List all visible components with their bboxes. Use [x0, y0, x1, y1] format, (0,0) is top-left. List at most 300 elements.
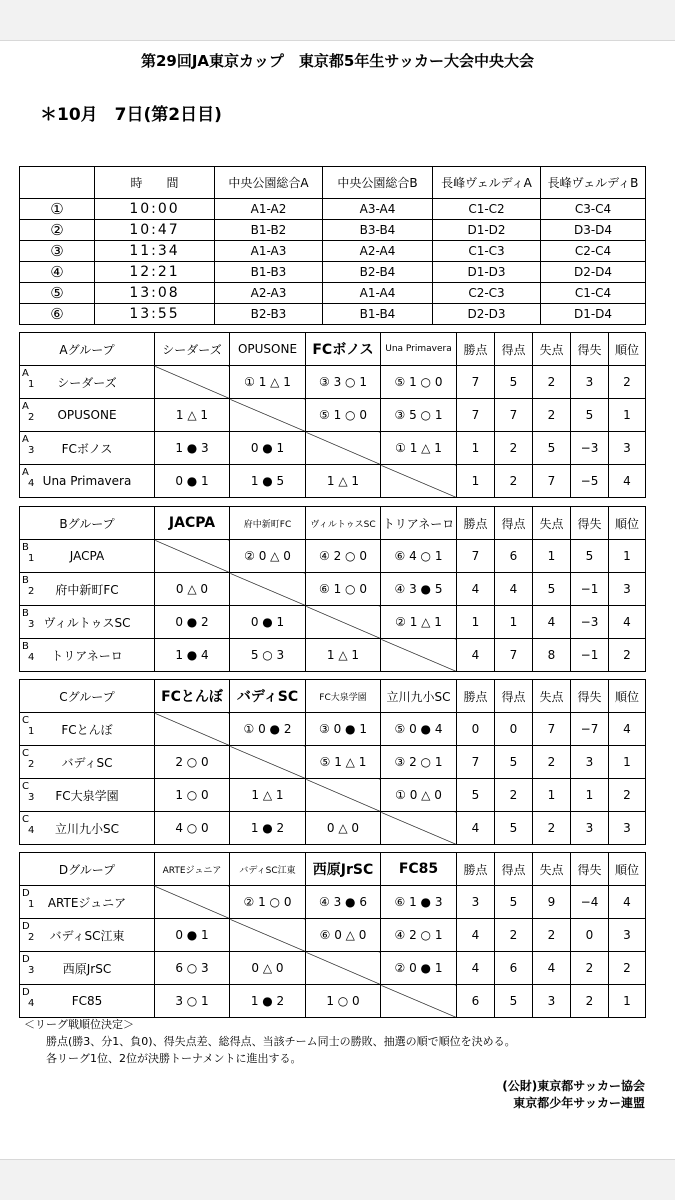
match-pairing: C3-C4 — [541, 199, 646, 220]
self-match-cell — [230, 919, 306, 952]
ranking-notes — [24, 1016, 516, 1067]
team-name-cell — [20, 713, 155, 746]
team-name: 西原JrSC — [62, 961, 112, 976]
team-code-letter: C — [22, 781, 29, 792]
team-stat: −1 — [571, 573, 609, 606]
team-code-number: 1 — [28, 899, 35, 910]
team-stat: 1 — [571, 779, 609, 812]
self-match-cell — [306, 606, 381, 639]
team-stat: 4 — [609, 465, 646, 498]
team-row — [20, 606, 646, 639]
self-match-cell — [306, 952, 381, 985]
team-code-number: 1 — [28, 379, 35, 390]
team-row — [20, 639, 646, 672]
team-stat: 7 — [495, 399, 533, 432]
match-pairing: B2-B4 — [323, 262, 433, 283]
round-number: ⑥ — [20, 304, 95, 325]
team-code-number: 1 — [28, 726, 35, 737]
team-code-number: 4 — [28, 998, 35, 1009]
match-result: 0 △ 0 — [155, 573, 230, 606]
kickoff-time: 13:08 — [95, 283, 215, 304]
team-stat: 7 — [457, 366, 495, 399]
team-stat: 4 — [533, 606, 571, 639]
self-match-cell — [381, 985, 457, 1018]
team-code-letter: B — [22, 575, 29, 586]
team-stat: 3 — [571, 746, 609, 779]
team-code-letter: A — [22, 368, 29, 379]
team-stat: −1 — [571, 639, 609, 672]
match-result: ② 1 △ 1 — [381, 606, 457, 639]
group-header-row — [20, 333, 646, 366]
self-match-cell — [381, 465, 457, 498]
team-row — [20, 366, 646, 399]
team-name-cell — [20, 366, 155, 399]
opponent-header: バディSC — [230, 680, 306, 713]
team-row — [20, 779, 646, 812]
team-stat: 2 — [609, 639, 646, 672]
team-stat: −3 — [571, 432, 609, 465]
match-result: ⑥ 0 △ 0 — [306, 919, 381, 952]
match-result: ③ 3 ○ 1 — [306, 366, 381, 399]
team-name-cell — [20, 919, 155, 952]
team-stat: −5 — [571, 465, 609, 498]
team-name: トリアネーロ — [51, 648, 123, 663]
team-stat: 1 — [609, 540, 646, 573]
match-result: ⑤ 1 ○ 0 — [381, 366, 457, 399]
team-stat: 2 — [533, 919, 571, 952]
match-result: 1 △ 1 — [155, 399, 230, 432]
team-stat: 4 — [457, 639, 495, 672]
match-result: ⑤ 1 △ 1 — [306, 746, 381, 779]
opponent-header: FC大泉学園 — [306, 680, 381, 713]
match-pairing: D1-D2 — [433, 220, 541, 241]
match-result: ⑤ 1 ○ 0 — [306, 399, 381, 432]
match-pairing: A1-A4 — [323, 283, 433, 304]
stat-header: 得点 — [495, 680, 533, 713]
team-code-number: 1 — [28, 553, 35, 564]
team-stat: 5 — [571, 399, 609, 432]
match-result: 0 ● 1 — [155, 919, 230, 952]
team-code-letter: C — [22, 814, 29, 825]
stat-header: 得点 — [495, 333, 533, 366]
schedule-table — [19, 166, 646, 325]
team-code — [22, 715, 34, 737]
stat-header: 順位 — [609, 333, 646, 366]
team-name-cell — [20, 985, 155, 1018]
team-stat: 6 — [495, 952, 533, 985]
team-stat: 4 — [533, 952, 571, 985]
self-match-cell — [230, 573, 306, 606]
team-stat: 2 — [609, 779, 646, 812]
team-code — [22, 467, 34, 489]
schedule-header-cell: 長峰ヴェルディB — [541, 167, 646, 199]
team-stat: 3 — [533, 985, 571, 1018]
match-result: 1 ○ 0 — [155, 779, 230, 812]
opponent-header: FC85 — [381, 853, 457, 886]
stat-header: 得点 — [495, 507, 533, 540]
match-result: 2 ○ 0 — [155, 746, 230, 779]
team-code — [22, 781, 34, 803]
team-stat: 3 — [609, 919, 646, 952]
team-stat: 3 — [571, 812, 609, 845]
opponent-header: ヴィルトゥスSC — [306, 507, 381, 540]
team-stat: 8 — [533, 639, 571, 672]
match-pairing: D2-D4 — [541, 262, 646, 283]
team-row — [20, 746, 646, 779]
team-stat: 6 — [457, 985, 495, 1018]
match-result: 1 ● 4 — [155, 639, 230, 672]
stat-header: 失点 — [533, 333, 571, 366]
team-code-letter: A — [22, 467, 29, 478]
match-result: ② 1 ○ 0 — [230, 886, 306, 919]
match-result: ④ 2 ○ 1 — [381, 919, 457, 952]
schedule-header-cell — [20, 167, 95, 199]
group-name: Cグループ — [20, 680, 155, 713]
team-name-cell — [20, 812, 155, 845]
team-stat: 5 — [457, 779, 495, 812]
team-stat: 4 — [457, 812, 495, 845]
opponent-header: JACPA — [155, 507, 230, 540]
stat-header: 勝点 — [457, 853, 495, 886]
team-stat: 0 — [457, 713, 495, 746]
self-match-cell — [155, 713, 230, 746]
team-name-cell — [20, 432, 155, 465]
team-name: FC大泉学園 — [55, 788, 119, 803]
self-match-cell — [155, 366, 230, 399]
team-row — [20, 432, 646, 465]
schedule-row — [20, 220, 646, 241]
stat-header: 勝点 — [457, 680, 495, 713]
self-match-cell — [306, 779, 381, 812]
team-name-cell — [20, 639, 155, 672]
team-stat: −4 — [571, 886, 609, 919]
match-result: 1 ○ 0 — [306, 985, 381, 1018]
kickoff-time: 13:55 — [95, 304, 215, 325]
notes-heading: ＜リーグ戦順位決定＞ — [24, 1018, 134, 1031]
team-stat: 2 — [533, 366, 571, 399]
team-code-letter: B — [22, 608, 29, 619]
team-stat: 1 — [609, 985, 646, 1018]
opponent-header: FCとんぼ — [155, 680, 230, 713]
team-code — [22, 401, 34, 423]
team-row — [20, 952, 646, 985]
group-header-row — [20, 680, 646, 713]
team-name: FC85 — [71, 994, 103, 1008]
match-result: 1 ● 2 — [230, 812, 306, 845]
team-stat: 1 — [457, 432, 495, 465]
team-stat: −3 — [571, 606, 609, 639]
team-code — [22, 608, 34, 630]
stat-header: 得失 — [571, 507, 609, 540]
schedule-header-cell: 長峰ヴェルディA — [433, 167, 541, 199]
group-header-row — [20, 853, 646, 886]
team-stat: 5 — [495, 985, 533, 1018]
team-code — [22, 575, 34, 597]
team-name-cell — [20, 399, 155, 432]
group-name: Bグループ — [20, 507, 155, 540]
match-pairing: A2-A3 — [215, 283, 323, 304]
team-code-number: 3 — [28, 619, 35, 630]
match-result: 0 ● 1 — [230, 432, 306, 465]
team-name-cell — [20, 779, 155, 812]
team-stat: −7 — [571, 713, 609, 746]
match-pairing: C2-C3 — [433, 283, 541, 304]
match-result: ③ 0 ● 1 — [306, 713, 381, 746]
team-stat: 4 — [457, 573, 495, 606]
team-name-cell — [20, 606, 155, 639]
match-pairing: B2-B3 — [215, 304, 323, 325]
team-name: Una Primavera — [42, 474, 132, 488]
notes-line-1: 勝点(勝3、分1、負0)、得失点差、総得点、当該チーム同士の勝敗、抽選の順で順位を決める。 — [46, 1035, 516, 1048]
match-result: 5 ○ 3 — [230, 639, 306, 672]
schedule-row — [20, 241, 646, 262]
team-stat: 4 — [609, 713, 646, 746]
round-number: ③ — [20, 241, 95, 262]
team-name: バディSC江東 — [49, 928, 125, 943]
team-row — [20, 919, 646, 952]
self-match-cell — [381, 812, 457, 845]
self-match-cell — [155, 540, 230, 573]
team-stat: 4 — [609, 606, 646, 639]
self-match-cell — [306, 432, 381, 465]
match-pairing: D1-D3 — [433, 262, 541, 283]
team-code-number: 3 — [28, 445, 35, 456]
team-stat: 7 — [533, 465, 571, 498]
team-stat: 2 — [571, 985, 609, 1018]
team-code-letter: A — [22, 434, 29, 445]
team-row — [20, 399, 646, 432]
team-stat: 2 — [495, 919, 533, 952]
group-table-d — [19, 852, 646, 1018]
team-code-number: 2 — [28, 412, 35, 423]
team-stat: 2 — [533, 746, 571, 779]
team-stat: 7 — [457, 540, 495, 573]
group-name: Aグループ — [20, 333, 155, 366]
self-match-cell — [381, 639, 457, 672]
opponent-header: シーダーズ — [155, 333, 230, 366]
team-stat: 2 — [533, 399, 571, 432]
team-stat: 4 — [457, 919, 495, 952]
team-row — [20, 985, 646, 1018]
match-pairing: A1-A3 — [215, 241, 323, 262]
team-name-cell — [20, 465, 155, 498]
team-name: JACPA — [69, 549, 105, 563]
team-stat: 9 — [533, 886, 571, 919]
team-code-letter: D — [22, 921, 30, 932]
stat-header: 得失 — [571, 333, 609, 366]
match-pairing: C1-C4 — [541, 283, 646, 304]
self-match-cell — [155, 886, 230, 919]
organizers — [502, 1078, 645, 1112]
kickoff-time: 11:34 — [95, 241, 215, 262]
team-name: FCとんぼ — [61, 722, 113, 737]
team-code — [22, 641, 34, 663]
match-pairing: C2-C4 — [541, 241, 646, 262]
team-stat: 2 — [609, 366, 646, 399]
schedule-row — [20, 199, 646, 220]
team-stat: 1 — [457, 465, 495, 498]
round-number: ② — [20, 220, 95, 241]
team-row — [20, 886, 646, 919]
team-stat: 1 — [533, 779, 571, 812]
match-result: ① 0 △ 0 — [381, 779, 457, 812]
team-code — [22, 542, 34, 564]
match-result: ① 1 △ 1 — [381, 432, 457, 465]
match-pairing: B1-B2 — [215, 220, 323, 241]
team-row — [20, 540, 646, 573]
team-stat: 5 — [495, 886, 533, 919]
team-code — [22, 987, 34, 1009]
team-stat: 3 — [609, 573, 646, 606]
match-result: ③ 5 ○ 1 — [381, 399, 457, 432]
team-code-number: 4 — [28, 825, 35, 836]
match-pairing: D3-D4 — [541, 220, 646, 241]
team-row — [20, 812, 646, 845]
team-stat: 7 — [457, 746, 495, 779]
match-pairing: A1-A2 — [215, 199, 323, 220]
schedule-row — [20, 283, 646, 304]
team-stat: 5 — [533, 432, 571, 465]
match-pairing: B3-B4 — [323, 220, 433, 241]
match-result: ② 0 ● 1 — [381, 952, 457, 985]
opponent-header: 府中新町FC — [230, 507, 306, 540]
team-row — [20, 713, 646, 746]
kickoff-time: 12:21 — [95, 262, 215, 283]
team-code-letter: D — [22, 954, 30, 965]
team-code — [22, 888, 34, 910]
team-code — [22, 921, 34, 943]
group-table-c — [19, 679, 646, 845]
stat-header: 失点 — [533, 680, 571, 713]
team-stat: 2 — [609, 952, 646, 985]
schedule-header-cell: 中央公園総合A — [215, 167, 323, 199]
group-name: Dグループ — [20, 853, 155, 886]
opponent-header: 西原JrSC — [306, 853, 381, 886]
opponent-header: トリアネーロ — [381, 507, 457, 540]
match-result: 1 △ 1 — [230, 779, 306, 812]
team-stat: 5 — [495, 746, 533, 779]
opponent-header: バディSC江東 — [230, 853, 306, 886]
team-code-number: 4 — [28, 652, 35, 663]
schedule-header-cell: 時 間 — [95, 167, 215, 199]
match-result: 1 △ 1 — [306, 465, 381, 498]
match-result: 1 ● 5 — [230, 465, 306, 498]
document-title: 第29回JA東京カップ 東京都5年生サッカー大会中央大会 — [140, 52, 535, 70]
match-result: ⑥ 1 ○ 0 — [306, 573, 381, 606]
team-stat: 1 — [495, 606, 533, 639]
stat-header: 得失 — [571, 680, 609, 713]
match-result: ③ 2 ○ 1 — [381, 746, 457, 779]
team-code — [22, 954, 34, 976]
match-result: 0 △ 0 — [306, 812, 381, 845]
team-stat: 1 — [533, 540, 571, 573]
match-pairing: B1-B3 — [215, 262, 323, 283]
team-stat: 2 — [533, 812, 571, 845]
self-match-cell — [230, 746, 306, 779]
stat-header: 得点 — [495, 853, 533, 886]
schedule-header-row — [20, 167, 646, 199]
team-name: FCボノス — [61, 441, 113, 456]
team-stat: 7 — [457, 399, 495, 432]
group-header-row — [20, 507, 646, 540]
team-stat: 3 — [457, 886, 495, 919]
team-name-cell — [20, 540, 155, 573]
team-name-cell — [20, 886, 155, 919]
team-code-number: 2 — [28, 586, 35, 597]
group-table-a — [19, 332, 646, 498]
team-code — [22, 748, 34, 770]
team-stat: 2 — [495, 779, 533, 812]
opponent-header: Una Primavera — [381, 333, 457, 366]
team-name: 立川九小SC — [55, 821, 119, 836]
match-result: 0 △ 0 — [230, 952, 306, 985]
team-stat: 3 — [571, 366, 609, 399]
match-pairing: D2-D3 — [433, 304, 541, 325]
match-result: ④ 3 ● 6 — [306, 886, 381, 919]
group-table-b — [19, 506, 646, 672]
team-stat: 0 — [495, 713, 533, 746]
opponent-header: 立川九小SC — [381, 680, 457, 713]
team-code — [22, 368, 34, 390]
match-pairing: A3-A4 — [323, 199, 433, 220]
match-pairing: B1-B4 — [323, 304, 433, 325]
team-name: ARTEジュニア — [47, 895, 127, 910]
round-number: ① — [20, 199, 95, 220]
team-row — [20, 465, 646, 498]
team-stat: 4 — [609, 886, 646, 919]
team-code — [22, 434, 34, 456]
stat-header: 勝点 — [457, 507, 495, 540]
team-code-letter: A — [22, 401, 29, 412]
stat-header: 順位 — [609, 507, 646, 540]
stat-header: 勝点 — [457, 333, 495, 366]
team-code-letter: C — [22, 715, 29, 726]
team-code-letter: B — [22, 641, 29, 652]
match-pairing: A2-A4 — [323, 241, 433, 262]
team-stat: 7 — [533, 713, 571, 746]
organizer-1: (公財)東京都サッカー協会 — [502, 1079, 645, 1093]
match-result: 0 ● 1 — [155, 465, 230, 498]
match-pairing: C1-C3 — [433, 241, 541, 262]
match-result: 0 ● 2 — [155, 606, 230, 639]
team-name-cell — [20, 746, 155, 779]
match-result: ⑤ 0 ● 4 — [381, 713, 457, 746]
team-stat: 5 — [571, 540, 609, 573]
team-stat: 5 — [533, 573, 571, 606]
match-result: ⑥ 4 ○ 1 — [381, 540, 457, 573]
team-stat: 1 — [457, 606, 495, 639]
schedule-row — [20, 304, 646, 325]
match-result: 4 ○ 0 — [155, 812, 230, 845]
team-name: OPUSONE — [57, 408, 117, 422]
kickoff-time: 10:47 — [95, 220, 215, 241]
match-result: 1 ● 3 — [155, 432, 230, 465]
team-code-number: 3 — [28, 965, 35, 976]
team-code-number: 2 — [28, 759, 35, 770]
team-stat: 2 — [495, 432, 533, 465]
match-day-heading: ＊10月 7日(第2日目) — [40, 105, 222, 125]
team-name: ヴィルトゥスSC — [43, 615, 131, 630]
team-code — [22, 814, 34, 836]
team-stat: 1 — [609, 399, 646, 432]
team-stat: 6 — [495, 540, 533, 573]
kickoff-time: 10:00 — [95, 199, 215, 220]
team-code-number: 3 — [28, 792, 35, 803]
notes-line-2: 各リーグ1位、2位が決勝トーナメントに進出する。 — [46, 1052, 302, 1065]
team-stat: 2 — [495, 465, 533, 498]
schedule-header-cell: 中央公園総合B — [323, 167, 433, 199]
team-stat: 0 — [571, 919, 609, 952]
